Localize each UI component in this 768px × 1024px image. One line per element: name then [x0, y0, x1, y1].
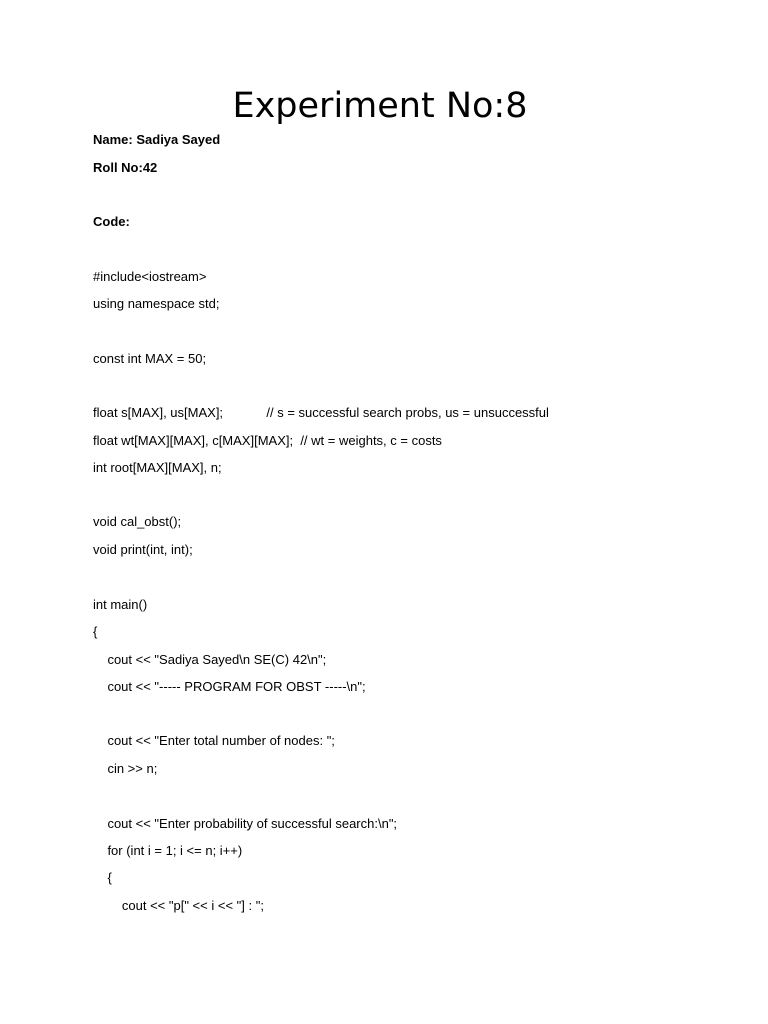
code-line: { [93, 870, 112, 885]
document-title: Experiment No:8 [232, 86, 528, 126]
code-line: int main() [93, 597, 148, 612]
code-line: void print(int, int); [93, 542, 193, 557]
code-line: const int MAX = 50; [93, 351, 207, 366]
code-line: cout << "Enter probability of successful search:\n"; [93, 816, 398, 831]
code-line: #include<iostream> [93, 269, 207, 284]
code-line: cout << "----- PROGRAM FOR OBST -----\n"; [93, 679, 366, 694]
code-line: cin >> n; [93, 761, 158, 776]
roll-number-line: Roll No:42 [93, 160, 158, 175]
code-line: int root[MAX][MAX], n; [93, 460, 222, 475]
code-line: { [93, 624, 98, 639]
code-line: float s[MAX], us[MAX]; // s = successful search probs, us = unsuccessful [93, 405, 549, 420]
code-line: using namespace std; [93, 296, 220, 311]
code-line: cout << "p[" << i << "] : "; [93, 898, 264, 913]
name-line: Name: Sadiya Sayed [93, 132, 221, 147]
code-line: cout << "Enter total number of nodes: "; [93, 733, 335, 748]
code-line: void cal_obst(); [93, 514, 182, 529]
code-heading: Code: [93, 214, 130, 229]
code-line: float wt[MAX][MAX], c[MAX][MAX]; // wt = weights, c = costs [93, 433, 442, 448]
code-line: for (int i = 1; i <= n; i++) [93, 843, 243, 858]
code-line: cout << "Sadiya Sayed\n SE(C) 42\n"; [93, 652, 327, 667]
